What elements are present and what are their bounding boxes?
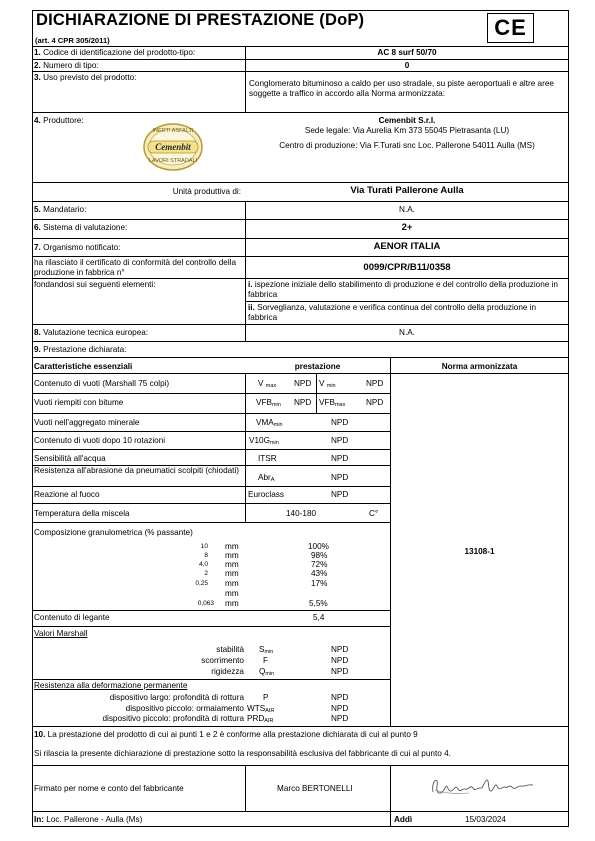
val-vma: NPD	[331, 418, 349, 427]
sym-vfbmax: $VFB_{max}$	[319, 398, 346, 408]
sieve-unit: mm	[225, 551, 239, 560]
deformation-item-sym: $PRD_{AIR}$	[247, 714, 274, 724]
date-value: 15/03/2024	[465, 815, 506, 824]
s10-statement-2: Si rilascia la presente dichiarazione di prestazione sotto la responsabilità esclusiva del fabbricante di cui al punto 4.	[34, 749, 451, 758]
sieve-pct: 98%	[311, 551, 328, 560]
sieve-size: 2	[204, 570, 208, 577]
val-v10g: NPD	[331, 436, 349, 445]
sym-vfbmin: $VFB_{min}$	[256, 398, 281, 408]
sym-vma: $VMA_{min}$	[256, 418, 283, 428]
row-label-vma: Vuoti nell'aggregato minerale	[34, 418, 140, 427]
document-subtitle: (art. 4 CPR 305/2011)	[35, 36, 110, 45]
logo-top-text: INERTI ASFALTI	[152, 128, 194, 134]
deformation-item-name: dispositivo piccolo: profondità di rottura	[102, 714, 244, 723]
date-label: Addì	[394, 815, 413, 824]
place-label: In: Loc. Pallerone - Aulla (Ms)	[34, 815, 143, 824]
sym-euroclass: Euroclass	[248, 490, 284, 499]
producer-office: Sede legale: Via Aurelia Km 373 55045 Pietrasanta (LU)	[304, 126, 510, 135]
logo-brand-text: Cemenbit	[155, 142, 191, 152]
sieve-size: 4,0	[198, 561, 208, 568]
product-code: AC 8 surf 50/70	[377, 48, 437, 57]
col-harmonized-standard: Norma armonizzata	[441, 362, 518, 371]
s7-label: 7. Organismo notificato:	[34, 243, 121, 252]
sieve-unit: mm	[225, 589, 239, 598]
basis-label: fondandosi sui seguenti elementi:	[34, 280, 156, 289]
val-vfbmin: NPD	[294, 398, 312, 407]
s9-label: 9. Prestazione dichiarata:	[34, 345, 127, 354]
s10-statement-1: 10. La prestazione del prodotto di cui ai punti 1 e 2 è conforme alla prestazione dichiarata di cui al punto 9	[34, 730, 418, 739]
mandatary-value: N.A.	[399, 205, 415, 214]
assessment-system-value: 2+	[401, 222, 413, 233]
sym-v10g: $V10G_{min}$	[249, 436, 279, 446]
document-title: DICHIARAZIONE DI PRESTAZIONE (DoP)	[36, 11, 365, 29]
marshall-item-name: scorrimento	[201, 656, 244, 665]
sym-abr: Abr$_A$	[258, 473, 275, 483]
marshall-item-val: NPD	[331, 656, 349, 665]
production-unit-label: Unità produttiva di:	[172, 187, 241, 196]
marshall-item-sym: $S_{min}$	[259, 645, 274, 655]
val-itsr: NPD	[331, 454, 349, 463]
s5-label: 5. Mandatario:	[34, 205, 87, 214]
val-binder: 5,4	[313, 613, 325, 622]
sieve-pct: 43%	[311, 569, 328, 578]
val-fire: NPD	[331, 490, 349, 499]
marshall-item-name: stabilità	[216, 645, 244, 654]
deformation-label: Resistenza alla deformazione permanente	[34, 681, 188, 690]
sieve-size: 0,063	[197, 600, 214, 607]
intended-use: Conglomerato bituminoso a caldo per uso stradale, su piste aeroportuali e altre aree soggette a traffico in accordo alla Norma armonizzata:	[249, 79, 554, 98]
deformation-item-val: NPD	[331, 714, 349, 723]
sieve-size: 10	[200, 543, 208, 550]
producer-plant: Centro di produzione: Via F.Turati snc Loc. Pallerone 54011 Aulla (MS)	[279, 141, 535, 150]
val-temperature: 140-180	[286, 509, 317, 518]
row-label-temperature: Temperatura della miscela	[34, 509, 130, 518]
s1-label: 1. Codice di identificazione del prodotto-tipo:	[34, 48, 196, 57]
row-label-vfb: Vuoti riempiti con bitume	[34, 398, 124, 407]
val-vfbmax: NPD	[366, 398, 384, 407]
s4-label: 4. Produttore:	[34, 116, 84, 125]
marshall-label: Valori Marshall	[34, 629, 88, 638]
row-label-fire: Reazione al fuoco	[34, 490, 100, 499]
sym-vmin: V $_{min}$	[319, 379, 336, 389]
marshall-item-sym: F	[263, 656, 269, 665]
sieve-unit: mm	[225, 579, 239, 588]
sieve-pct: 72%	[311, 560, 328, 569]
row-label-binder: Contenuto di legante	[34, 613, 110, 622]
s8-label: 8. Valutazione tecnica europea:	[34, 328, 149, 337]
cemenbit-logo	[142, 122, 204, 172]
sieve-pct: 17%	[311, 579, 328, 588]
marshall-item-val: NPD	[331, 645, 349, 654]
deformation-item-val: NPD	[331, 704, 349, 713]
col-characteristics: Caratteristiche essenziali	[34, 362, 133, 371]
ce-mark-icon: CE	[494, 15, 527, 40]
certificate-number: 0099/CPR/B11/0358	[363, 262, 451, 273]
unit-temperature: C°	[369, 509, 379, 518]
production-unit-value: Via Turati Pallerone Aulla	[350, 185, 464, 196]
basis-item-1: i. ispezione iniziale dello stabilimento di produzione e del controllo della produzione in fabbrica	[248, 280, 558, 299]
deformation-item-sym: P	[263, 693, 269, 702]
basis-item-2: ii. Sorveglianza, valutazione e verifica continua del controllo della produzione in fabbrica	[248, 303, 537, 322]
sieve-size: 8	[204, 552, 208, 559]
ce-mark-box	[487, 13, 534, 43]
harmonized-standard-value: 13108-1	[464, 547, 495, 556]
col-performance: prestazione	[294, 362, 341, 371]
s3-label: 3. Uso previsto del prodotto:	[34, 73, 137, 82]
row-label-vuoti: Contenuto di vuoti (Marshall 75 colpi)	[34, 379, 170, 388]
val-vmax: NPD	[294, 379, 312, 388]
signatory-name: Marco BERTONELLI	[277, 784, 353, 793]
marshall-item-name: rigidezza	[211, 667, 244, 676]
certificate-label: ha rilasciato il certificato di conformità del controllo della produzione in fabbrica n°	[34, 258, 237, 277]
deformation-item-name: dispositivo largo: profondità di rottura	[109, 693, 244, 702]
producer-name: Cemenbit S.r.l.	[378, 116, 436, 125]
s6-label: 6. Sistema di valutazione:	[34, 223, 128, 232]
sym-itsr: ITSR	[258, 454, 277, 463]
deformation-item-sym: $WTS_{AIR}$	[247, 704, 275, 714]
sieve-pct: 100%	[308, 542, 329, 551]
marshall-item-sym: $Q_{min}$	[259, 667, 275, 677]
sym-vmax: V $_{max}$	[258, 379, 277, 389]
deformation-item-name: dispositivo piccolo: ormaiamento	[125, 704, 244, 713]
row-label-v10g: Contenuto di vuoti dopo 10 rotazioni	[34, 436, 166, 445]
handwritten-signature	[425, 770, 545, 802]
row-label-abrasion: Resistenza all'abrasione da pneumatici scolpiti (chiodati)	[34, 466, 239, 475]
row-label-itsr: Sensibilità all'acqua	[34, 454, 106, 463]
deformation-item-val: NPD	[331, 693, 349, 702]
sieve-unit: mm	[225, 542, 239, 551]
sieve-unit: mm	[225, 569, 239, 578]
marshall-item-val: NPD	[331, 667, 349, 676]
grading-label: Composizione granulometrica (% passante)	[34, 528, 193, 537]
signature-label: Firmato per nome e conto del fabbricante	[34, 784, 184, 793]
sieve-unit: mm	[225, 560, 239, 569]
sieve-pct: 5,5%	[309, 599, 328, 608]
val-vmin: NPD	[366, 379, 384, 388]
eta-value: N.A.	[399, 328, 415, 337]
s2-label: 2. Numero di tipo:	[34, 61, 99, 70]
notified-body-value: AENOR ITALIA	[373, 241, 441, 252]
val-abr: NPD	[331, 473, 349, 482]
sieve-unit: mm	[225, 599, 239, 608]
sieve-size: 0,25	[195, 580, 208, 587]
logo-bottom-text: LAVORI STRADALI	[148, 158, 198, 164]
type-number: 0	[404, 61, 410, 70]
